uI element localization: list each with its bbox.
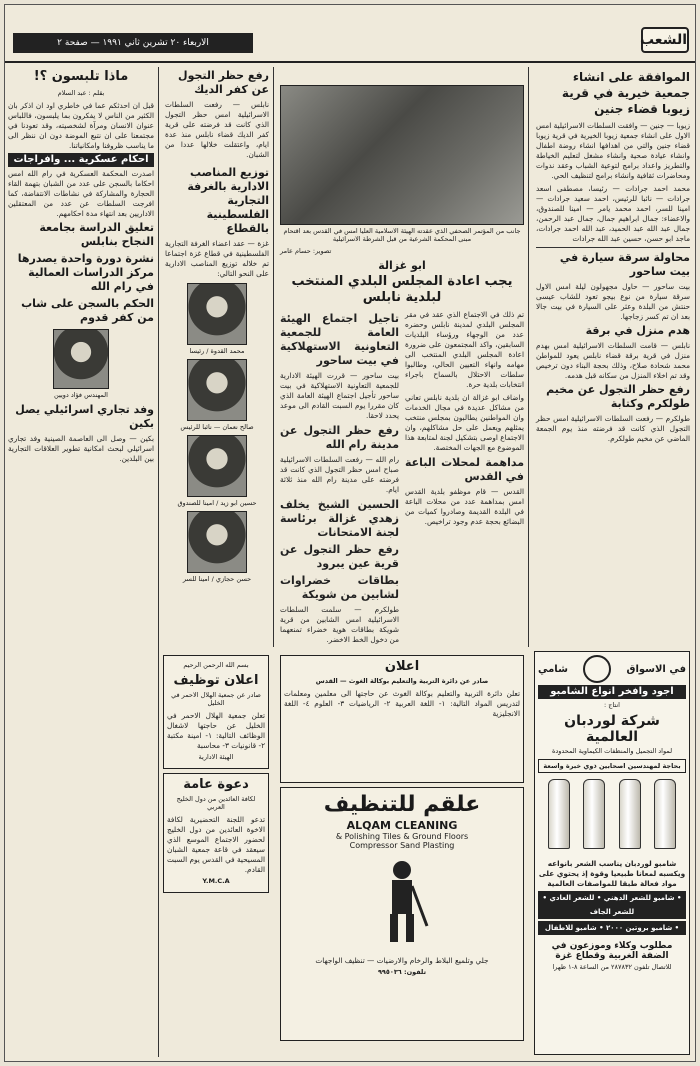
headline-demolition: هدم منزل في برقة <box>585 324 690 337</box>
ymca-label: Y.M.C.A <box>202 877 230 885</box>
shampoo-agents: مطلوب وكلاء وموزعون في الضفة الغربية وقطاع غزة <box>551 941 673 961</box>
ads-middle <box>160 655 272 1055</box>
portrait-caption-3: حسين ابو زيد / امينا للصندوق <box>177 499 257 507</box>
portrait-caption-1: محمد القدوة / رئيسا <box>189 347 245 355</box>
ad-education-sub: صادر عن دائرة التربية والتعليم بوكالة الغوث — القدس <box>315 677 489 685</box>
press-conference-photo <box>280 85 524 225</box>
cleaning-english-2: & Polishing Tiles & Ground Floors <box>335 832 469 841</box>
cleaning-english-3: Compressor Sand Plasting <box>349 841 455 850</box>
headline-najah-suspension: تعليق الدراسة بجامعة النجاح بنابلس <box>39 221 154 248</box>
worker-illustration <box>372 856 432 946</box>
photo-credit: تصوير: حسام عامر <box>280 247 332 255</box>
divider <box>536 247 690 248</box>
headline-what-you-wear: ماذا تلبسون ؟! <box>33 69 129 84</box>
cleaning-services: جلي وتلميع البلاط والرخام والارضيات — تنظيف الواجهات <box>315 956 489 965</box>
article-what-you-wear: قبل ان احدثكم عما في خاطري اود ان اذكر بان الكثير من الناس لا يفكرون بما يلبسون، فاللباس عنوان الانسان ومرآة لشخصيته، وقد تعودنا في مجتمعنا على ان نتبع الموضة دون ان ننظر الى ما يناسب ظروفنا وامكانياتنا. <box>8 101 154 150</box>
article-coop-meeting: بيت ساحور — قررت الهيئة الادارية للجمعية التعاونية الاستهلاكية في بيت ساحور تأجيل اجتماع الهيئة العامة الذي كان مقررا يوم السبت القادم الى موعد يحدد لاحقا. <box>280 371 399 420</box>
headline-exam-committee: الحسين الشيخ يخلف زهدي غزالة برئاسة لجنة الامتحانات <box>280 498 399 539</box>
bottle-icon <box>583 779 605 849</box>
ad-job <box>163 655 269 769</box>
article-curfew-ramallah: رام الله — رفعت السلطات الاسرائيلية صباح امس حظر التجول الذي كانت قد فرضته على مدينة رام الله منذ ثلاثة ايام. <box>280 455 399 494</box>
article-car-theft: بيت ساحور — حاول مجهولون ليلة امس الاول سرقة سيارة من نوع بيجو تعود للشاب عيسى حنتش من البلدة وعثر على السيارة في بيت جالا بعد ان تم كسر زجاجها. <box>536 282 690 321</box>
cleaning-arabic: علقم للتنظيف <box>323 792 481 817</box>
portrait-caption-4: حسن حجازي / امينا للسر <box>182 575 252 583</box>
headline-charity-zeyouba: الموافقة على انشاء جمعية خيرية في قرية زيوبا قضاء جنين <box>561 70 690 116</box>
headline-curfew-ramallah: رفع حظر التجول عن مدينة رام الله <box>280 424 399 451</box>
ads-main <box>277 655 527 1055</box>
portrait-caption-2: صالح نعمان — نائبا للرئيس <box>180 423 254 431</box>
headline-car-theft: محاولة سرقة سيارة في بيت ساحور <box>559 251 690 278</box>
column-third <box>162 67 272 647</box>
portrait-photo <box>53 329 109 389</box>
photo-caption: جانب من المؤتمر الصحفي الذي عقدته الهيئة الاسلامية العليا امس في القدس بعد اقتحام مبنى المحكمة الشرعية من قبل الشرطة الاسرائيلية <box>283 227 521 243</box>
newspaper-page <box>4 4 696 1062</box>
ad-education-title: اعلان <box>384 659 420 674</box>
cleaning-english: ALQAM CLEANING <box>346 819 458 832</box>
portrait-photo <box>187 359 247 421</box>
engineer-caption: المهندس فؤاد دويين <box>54 391 108 399</box>
article-kafr-dik: نابلس — رفعت السلطات الاسرائيلية امس حظر التجول الذي كانت قد فرضته على قرية كفر الديك قضاء نابلس منذ عدة ايام، واعتقلت خلالها عددا من الشبان. <box>165 100 269 159</box>
headline-labor-studies: نشرة دورة واحدة يصدرها مركز الدراسات العمالية في رام الله <box>17 252 154 293</box>
headline-delegation-beijing: وفد تجاري اسرائيلي يصل بكين <box>15 403 154 430</box>
headline-military-rulings: احكام عسكرية ... وافراجات <box>8 153 154 167</box>
masthead-logo: الشعب <box>641 27 689 53</box>
shampoo-tagline: اجود وافخر انواع الشامبو <box>538 685 686 699</box>
dateline: الاربعاء ٢٠ تشرين ثاني ١٩٩١ — صفحة ٢ <box>13 33 253 53</box>
column-right <box>533 67 693 707</box>
shampoo-company: شركة لوردبان العالمية <box>564 713 660 745</box>
shampoo-hiring: بحاجة لمهندسين اصحابين ذوي خبرة واسعة <box>538 759 686 773</box>
shampoo-types: • شامبو للشعر الدهني • للشعر العادي • للشعر الجاف <box>538 891 686 919</box>
article-green-cards: طولكرم — سلمت السلطات الاسرائيلية امس الشابين من قرية شويكة بطاقات هوية خضراء تمنعهما من دخول الخط الاخضر. <box>280 605 399 644</box>
ad-education <box>280 655 524 783</box>
headline-green-cards: بطاقات خضراوات لشابين من شويكة <box>280 574 399 601</box>
portrait-photo <box>187 283 247 345</box>
portrait-photo <box>187 511 247 573</box>
opinion-byline: بقلم : عبد السلام <box>57 89 105 97</box>
ad-job-sub: صادر عن جمعية الهلال الاحمر في الخليل <box>171 691 261 707</box>
byline: ابو غزالة <box>378 259 426 272</box>
page-header <box>5 5 695 63</box>
ad-invitation <box>163 773 269 893</box>
ad-invitation-sub: لكافة العائدين من دول الخليج العربي <box>176 795 256 811</box>
article-jerusalem-raid: القدس — قام موظفو بلدية القدس امس بمداهمة عدد من محلات الباعة في البلدة القديمة وصادروا كميات من البضائع بحجة عدم وجود تراخيص. <box>405 487 524 526</box>
shampoo-phone: للاتصال تلفون ٢٨٧٨٣٢ من الساعة ٨-١ ظهرا <box>552 963 672 971</box>
bottle-icon <box>548 779 570 849</box>
headline-nablus-council: يجب اعادة المجلس البلدي المنتخب لبلدية نابلس <box>291 274 513 305</box>
column-main <box>277 67 527 647</box>
article-charity-body: زيوبا — جنين — وافقت السلطات الاسرائيلية امس الاول على انشاء جمعية زيوبا الخيرية في قرية زيوبا قضاء جنين والتي من اهدافها انشاء روضة اطفال وانشاء عيادة صحية وانشاء مشغل لتعليم الخياطة والتطريز واعداد برامج لتوعية الشباب وعقد ندوات ومحاضرات ثقافية وانشاء برامج لتنظيف الحي. <box>536 121 690 180</box>
headline-ein-yabrud: رفع حظر التجول عن قرية عين يبرود <box>280 543 399 570</box>
ad-invitation-title: دعوة عامة <box>183 777 249 792</box>
article-delegation-beijing: بكين — وصل الى العاصمة الصينية وفد تجاري اسرائيلي لبحث امكانية تطوير العلاقات التجارية بين البلدين. <box>8 434 154 463</box>
ad-job-sig: الهيئة الادارية <box>198 753 234 761</box>
article-chamber-commerce: غزة — عقد اعضاء الغرفة التجارية الفلسطينية في قطاع غزة اجتماعا تم خلاله توزيع المناصب الادارية على النحو التالي: <box>165 239 269 278</box>
article-curfew-tulkarm: طولكرم — رفعت السلطات الاسرائيلية امس حظر التجول الذي كانت قد فرضته منذ يوم الجمعة الماضي عن مخيم طولكرم. <box>536 414 690 443</box>
shampoo-brand: شامي <box>538 663 568 675</box>
shampoo-bottles <box>538 779 686 853</box>
shampoo-market: في الاسواق <box>626 663 686 675</box>
bottle-icon <box>654 779 676 849</box>
shampoo-producer-label: انتاج : <box>603 701 620 709</box>
portrait-photo <box>187 435 247 497</box>
ad-cleaning <box>280 787 524 1041</box>
ad-invitation-text: تدعو اللجنة التحضيرية لكافة الاخوة العائدين من دول الخليج لحضور الاجتماع الموسع الذي سيعقد في قاعة جمعية الشبان المسيحية في القدس يوم السبت القادم. <box>167 815 265 874</box>
cleaning-phone: تلفون: ٩٩٥٠٣٦ <box>377 968 427 976</box>
headline-jerusalem-raid: مداهمة لمحلات الباعة في القدس <box>405 456 524 483</box>
bottle-icon <box>619 779 641 849</box>
brand-seal-icon <box>583 655 611 683</box>
ad-education-text: تعلن دائرة التربية والتعليم بوكالة الغوث عن حاجتها الى معلمين ومعلمات لتدريس المواد التالية: ١- اللغة العربية ٢- الرياضيات ٣- العلوم ٤- اللغة الانجليزية <box>284 689 520 718</box>
shampoo-description: شامبو لوردبان يناسب الشعر بانواعه ويكسبه لمعانا طبيعيا وقوة إذ يحتوي على مواد فعالة طبقا للمواصفات العالمية <box>538 859 686 888</box>
ad-basmala: بسم الله الرحمن الرحيم <box>183 661 249 669</box>
ad-shampoo <box>531 651 693 1059</box>
column-left <box>5 67 157 1057</box>
cleaning-worker-icon <box>284 856 520 950</box>
headline-curfew-tulkarm: رفع حظر التجول عن مخيم طولكرم وكتابة <box>546 383 690 410</box>
article-nablus-2: واضاف ابو غزالة ان بلدية نابلس تعاني من مشاكل عديدة في مجال الخدمات وان المواطنين يطالبون بمجلس منتخب يمثلهم ويعمل على حل مشاكلهم، وان الاجتماع اوصى بتشكيل لجنة لمتابعة هذا الموضوع مع الجهات المختصة. <box>405 393 524 452</box>
headline-kafr-qaddum: الحكم بالسجن على شاب من كفر قدوم <box>21 297 154 324</box>
article-military-rulings: اصدرت المحكمة العسكرية في رام الله امس احكاما بالسجن على عدد من الشبان بتهمة القاء الحجارة والمشاركة في نشاطات الانتفاضة، كما افرجت السلطات عن عدد من المعتقلين الاداريين بعد انتهاء مدة احكامهم. <box>8 169 154 218</box>
headline-chamber-commerce: توزيع المناصب الادارية بالغرفة التجارية الفلسطينية بالقطاع <box>187 166 269 235</box>
shampoo-types-2: • شامبو بروتين ٢٠٠٠ • شامبو للاطفال <box>538 921 686 935</box>
article-charity-names: محمد احمد جرادات — رئيسا، مصطفى اسعد جرادات — نائبا للرئيس، احمد سعيد جرادات — امينا للسر، احمد محمد يامر — امينا للصندوق، والاعضاء: جمال ابراهيم جمال، جمال عبد الرحمن، جمال عبد الله عبد الحميد، عبد الله احمد جرادات، ماجد ابو حسن، حسين عبد الله جرادات <box>536 184 690 243</box>
article-demolition: نابلس — قامت السلطات الاسرائيلية امس بهدم منزل في قرية برقة قضاء نابلس يعود للمواطن محمد شحادة صلاح، وذلك بحجة البناء دون ترخيص وقد تم اخلاء المنزل من سكانه قبل هدمه. <box>536 341 690 380</box>
shampoo-company-sub: لمواد التجميل والمنظفات الكيماوية المحدودة <box>551 747 673 755</box>
column-rule <box>273 67 274 647</box>
ad-job-title: اعلان توظيف <box>173 673 259 688</box>
headline-kafr-dik: رفع حظر التجول عن كفر الديك <box>178 69 269 96</box>
column-rule <box>158 67 159 1057</box>
column-rule <box>528 67 529 647</box>
headline-coop-meeting: تاجيل اجتماع الهيئة العامة للجمعية التعاونية الاستهلاكية في بيت ساحور <box>280 312 399 367</box>
article-nablus-1: تم ذلك في الاجتماع الذي عقد في مقر المجلس البلدي لمدينة نابلس وحضره عدد من الوجهاء ورؤساء البلديات السابقين، واكد المجتمعون على ضرورة اعادة المجلس البلدي المنتخب الى مهامه وانهاء التعيين الحالي، وطالبوا سلطات الاحتلال بالسماح باجراء انتخابات بلدية حرة. <box>405 310 524 389</box>
ad-job-text: تعلن جمعية الهلال الاحمر في الخليل عن حاجتها لاشغال الوظائف التالية: ١- امينة مكتبة ٢- قانونيات ٣- محاسبة <box>167 711 266 750</box>
